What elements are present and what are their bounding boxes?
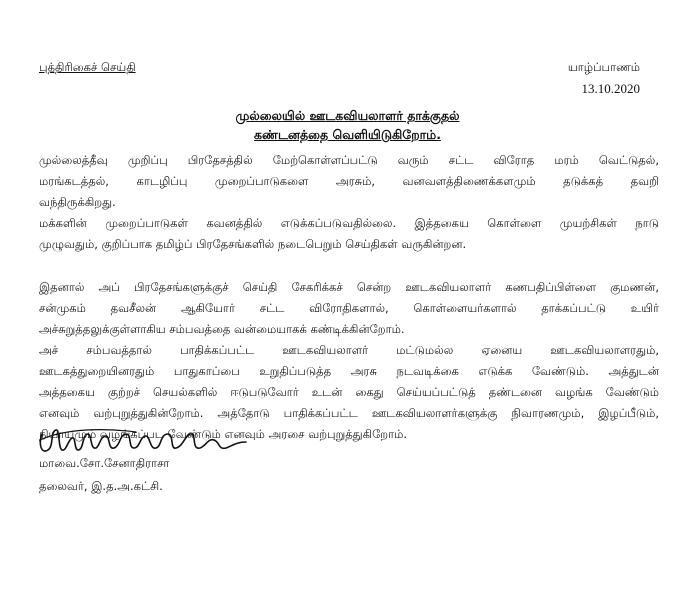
paragraph-line: எனவும் வற்புறுத்துகின்றோம். அத்தோடு பாதிக்கப்பட்ட ஊடகவியலாளர்களுக்கு நிவாரணமும், இழப்பீடும், — [39, 406, 659, 420]
paragraph-line: நியாயமும் வழங்கப்பட வேண்டும் எனவும் அரசை வற்புறுத்துகிறோம். — [39, 427, 407, 441]
paragraph-line: அச் சம்பவத்தால் பாதிக்கப்பட்ட ஊடகவியலாளர் மட்டுமல்ல ஏனைய ஊடகவியலாளரதும், — [39, 343, 659, 357]
paragraph-line: ஊடகத்துறையினரதும் பாதுகாப்பை உறுதிப்படுத்த அரசு நடவடிக்கை எடுக்க வேண்டும். அத்துடன் — [39, 364, 659, 378]
headline-line-1: முல்லையில் ஊடகவியலாளர் தாக்குதல் — [235, 108, 460, 123]
release-date: 13.10.2020 — [581, 81, 640, 96]
paragraph-line: மக்களின் முறைப்பாடுகள் கவனத்தில் எடுக்கப்படுவதில்லை. இத்தகைய கொள்ளை முயற்சிகள் நாடு — [39, 216, 659, 230]
paragraph-line: அத்தகைய குற்றச் செயல்களில் ஈடுபடுவோர் உடன் கைது செய்யப்பட்டுத் தண்டனை வழங்க வேண்டும் — [39, 385, 659, 399]
paragraph-line: இதனால் அப் பிரதேசங்களுக்குச் செய்தி சேகரிக்கச் சென்ற ஊடகவியலாளர் கணபதிப்பிள்ளை குமணன், — [39, 280, 659, 294]
handwritten-signature — [36, 420, 266, 460]
signatory-role: தலைவர், இ.த.அ.கட்சி. — [39, 479, 163, 493]
headline-line-2: கண்டனத்தை வெளியிடுகிறோம். — [254, 127, 441, 142]
paragraph-line: வந்திருக்கிறது. — [39, 195, 116, 209]
paragraph-2 — [39, 213, 659, 255]
paragraph-3 — [39, 277, 659, 340]
signatory-name: மாவை.சோ.சேனாதிராசா — [39, 456, 170, 470]
place-name: யாழ்ப்பாணம் — [567, 60, 640, 74]
paragraph-line: மரங்கடத்தல், காடழிப்பு முறைப்பாடுகளை அரசும், வனவளத்திணைக்களமும் தடுக்கத் தவறி — [39, 174, 659, 188]
press-release-label: புத்திரிகைச் செய்தி — [39, 60, 136, 74]
paragraph-line: முழுவதும், குறிப்பாக தமிழ்ப் பிரதேசங்களில் நடைபெறும் செய்திகள் வருகின்றன. — [39, 237, 467, 251]
paragraph-line: முல்லைத்தீவு முறிப்பு பிரதேசத்தில் மேற்கொள்ளப்பட்டு வரும் சட்ட விரோத மரம் வெட்டுதல், — [39, 153, 659, 167]
paragraph-line: அச்சுறுத்தலுக்குள்ளாகிய சம்பவத்தை வன்மையாகக் கண்டிக்கின்றோம். — [39, 322, 405, 336]
paragraph-line: சன்முகம் தவசீலன் ஆகியோர் சட்ட விரோதிகளால், கொள்ளையர்களால் தாக்கப்பட்டு உயிர் — [39, 301, 659, 315]
paragraph-1 — [39, 150, 659, 213]
